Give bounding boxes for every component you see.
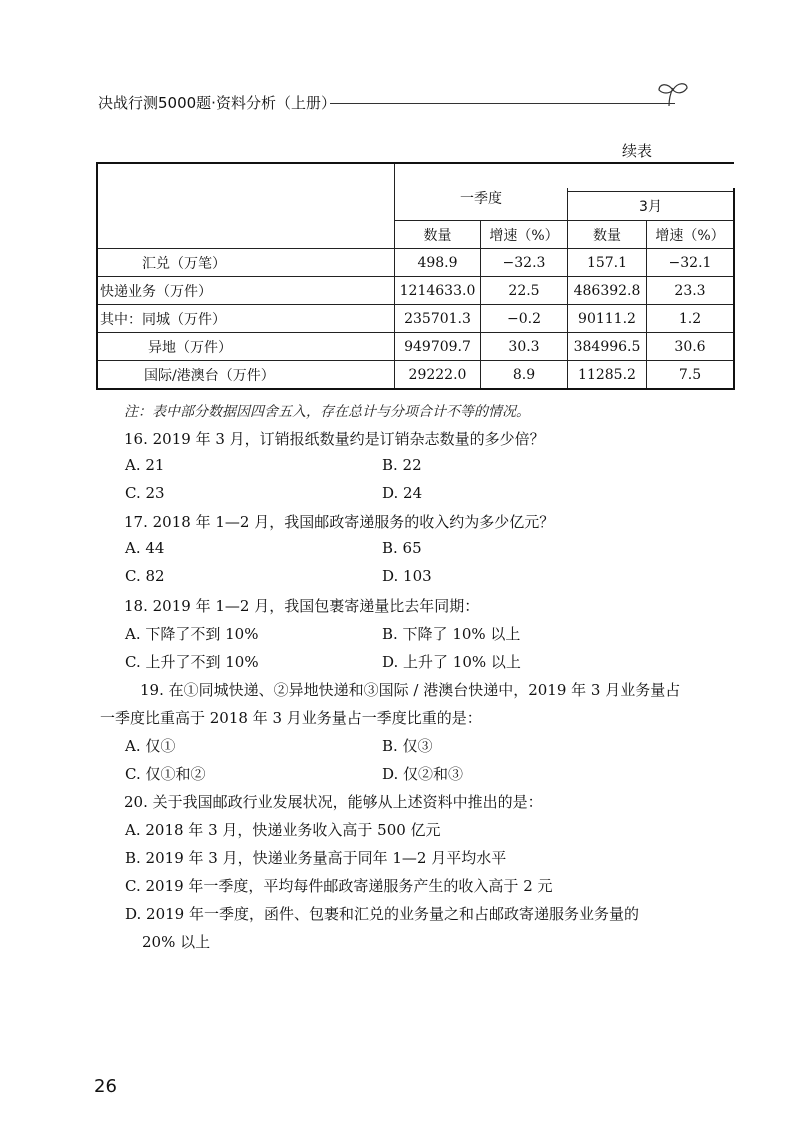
postal-statistics-table xyxy=(96,162,735,390)
header-march-label: 3月 xyxy=(639,198,662,215)
q20-option-a: A. 2018 年 3 月，快递业务收入高于 500 亿元 xyxy=(125,821,441,839)
cell-m3-growth: −32.1 xyxy=(647,249,735,277)
q20-option-d: D. 2019 年一季度，函件、包裹和汇兑的业务量之和占邮政寄递服务业务量的 xyxy=(125,905,639,923)
q17-option-d: D. 103 xyxy=(382,567,432,585)
cell-m3-qty: 486392.8 xyxy=(568,277,647,305)
q16-option-b: B. 22 xyxy=(382,456,422,474)
cell-q1-qty: 949709.7 xyxy=(395,333,481,361)
row-label: 快递业务（万件） xyxy=(97,277,395,305)
table-header-top-spacer xyxy=(395,163,735,188)
cell-q1-qty: 1214633.0 xyxy=(395,277,481,305)
q20-option-b: B. 2019 年 3 月，快递业务量高于同年 1—2 月平均水平 xyxy=(125,849,507,867)
header-q1-label: 一季度 xyxy=(460,191,502,207)
cell-q1-growth: −32.3 xyxy=(481,249,568,277)
table-corner-cell xyxy=(97,163,395,191)
sprout-icon xyxy=(655,80,691,110)
q18-option-b: B. 下降了 10% 以上 xyxy=(382,625,521,643)
header-q1 xyxy=(395,188,568,221)
q19-option-b: B. 仅③ xyxy=(382,737,433,755)
cell-m3-qty: 90111.2 xyxy=(568,305,647,333)
q18-option-d: D. 上升了 10% 以上 xyxy=(382,653,521,671)
cell-q1-qty: 498.9 xyxy=(395,249,481,277)
row-label: 国际/港澳台（万件） xyxy=(97,361,395,390)
cell-m3-qty: 384996.5 xyxy=(568,333,647,361)
q16-option-d: D. 24 xyxy=(382,484,423,502)
question-20-stem: 20. 关于我国邮政行业发展状况，能够从上述资料中推出的是： xyxy=(124,793,543,811)
table-row xyxy=(97,361,734,390)
subheader-q1-qty: 数量 xyxy=(395,221,481,249)
cell-q1-qty: 235701.3 xyxy=(395,305,481,333)
subheader-m3-growth: 增速（%） xyxy=(647,221,735,249)
cell-m3-growth: 30.6 xyxy=(647,333,735,361)
q19-option-a: A. 仅① xyxy=(125,737,176,755)
q17-option-c: C. 82 xyxy=(125,567,165,585)
row-label: 异地（万件） xyxy=(97,333,395,361)
q19-option-c: C. 仅①和② xyxy=(125,765,206,783)
q17-option-a: A. 44 xyxy=(125,539,165,557)
row-label: 汇兑（万笔） xyxy=(97,249,395,277)
page-number: 26 xyxy=(94,1076,117,1097)
cell-m3-qty: 11285.2 xyxy=(568,361,647,390)
q20-option-d-continued: 20% 以上 xyxy=(142,933,211,951)
question-16-stem: 16. 2019 年 3 月，订销报纸数量约是订销杂志数量的多少倍？ xyxy=(124,430,545,448)
header-march xyxy=(568,191,735,220)
running-header-title: 决战行测5000题·资料分析（上册） xyxy=(98,94,336,112)
q20-option-c: C. 2019 年一季度，平均每件邮政寄递服务产生的收入高于 2 元 xyxy=(125,877,553,895)
question-19-stem-line2: 一季度比重高于 2018 年 3 月业务量占一季度比重的是： xyxy=(100,709,482,727)
cell-q1-qty: 29222.0 xyxy=(395,361,481,390)
q19-option-d: D. 仅②和③ xyxy=(382,765,464,783)
row-label: 其中：同城（万件） xyxy=(97,305,395,333)
q16-option-c: C. 23 xyxy=(125,484,165,502)
table-row xyxy=(97,333,734,361)
cell-m3-growth: 1.2 xyxy=(647,305,735,333)
subheader-q1-growth: 增速（%） xyxy=(481,221,568,249)
table-corner-cell-bottom xyxy=(97,221,395,249)
cell-m3-growth: 7.5 xyxy=(647,361,735,390)
table-row xyxy=(97,305,734,333)
cell-q1-growth: −0.2 xyxy=(481,305,568,333)
subheader-m3-qty: 数量 xyxy=(568,221,647,249)
table-row xyxy=(97,249,734,277)
q16-option-a: A. 21 xyxy=(125,456,165,474)
table-corner-cell-lower xyxy=(97,191,395,220)
cell-m3-growth: 23.3 xyxy=(647,277,735,305)
header-rule xyxy=(330,103,675,104)
cell-q1-growth: 22.5 xyxy=(481,277,568,305)
question-19-stem-line1: 19. 在①同城快递、②异地快递和③国际 / 港澳台快递中，2019 年 3 月业务量占 xyxy=(140,681,681,699)
cell-m3-qty: 157.1 xyxy=(568,249,647,277)
table-note: 注：表中部分数据因四舍五入，存在总计与分项合计不等的情况。 xyxy=(124,404,530,420)
continued-table-label: 续表 xyxy=(622,142,653,160)
cell-q1-growth: 8.9 xyxy=(481,361,568,390)
question-17-stem: 17. 2018 年 1—2 月，我国邮政寄递服务的收入约为多少亿元？ xyxy=(124,513,555,531)
table-row xyxy=(97,277,734,305)
q17-option-b: B. 65 xyxy=(382,539,422,557)
q18-option-a: A. 下降了不到 10% xyxy=(125,625,259,643)
cell-q1-growth: 30.3 xyxy=(481,333,568,361)
question-18-stem: 18. 2019 年 1—2 月，我国包裹寄递量比去年同期： xyxy=(124,597,480,615)
q18-option-c: C. 上升了不到 10% xyxy=(125,653,259,671)
